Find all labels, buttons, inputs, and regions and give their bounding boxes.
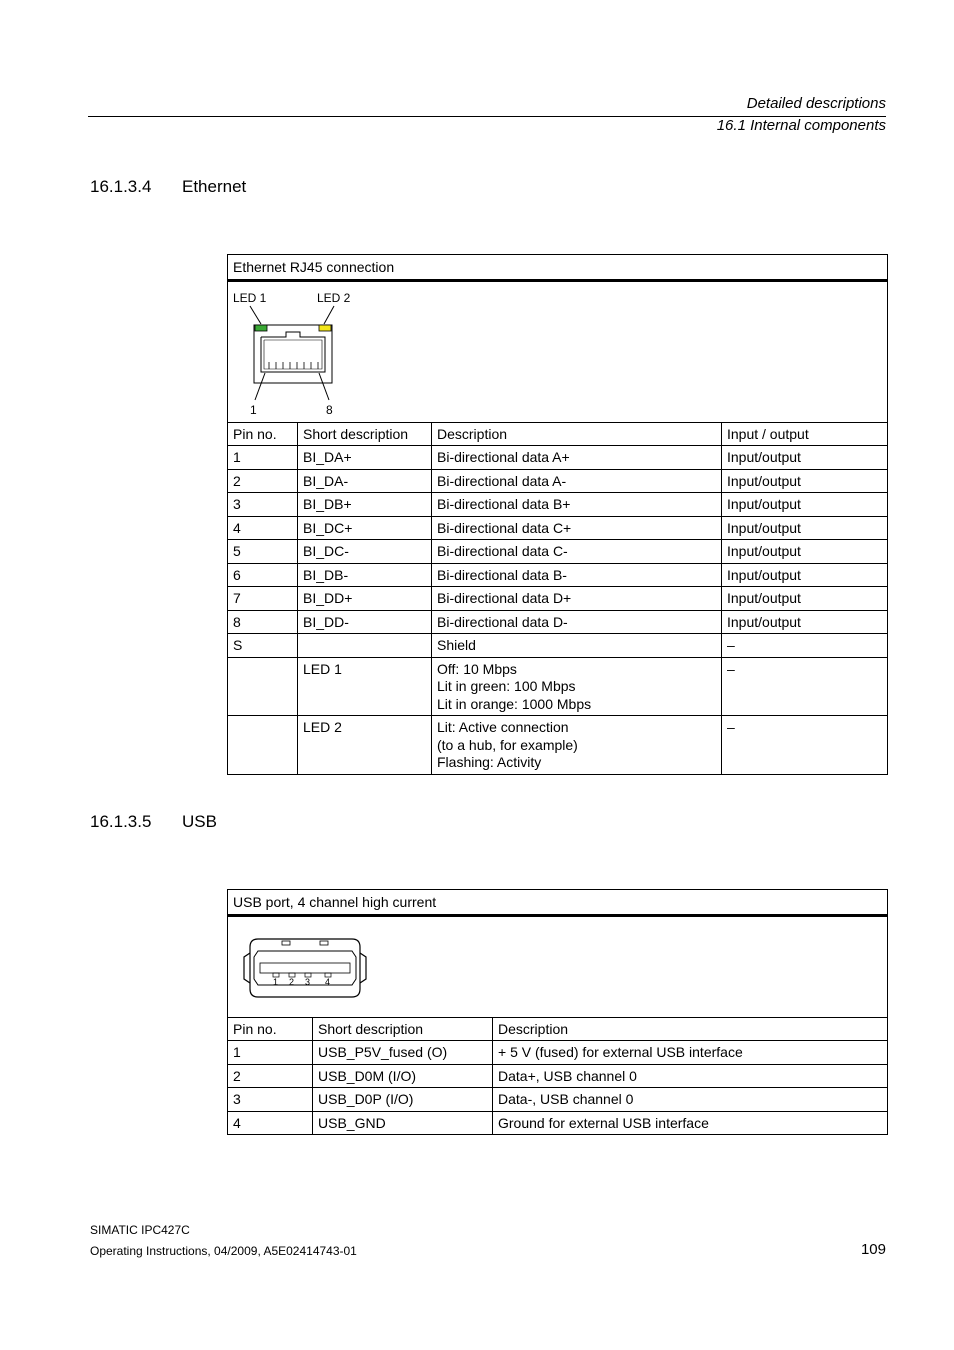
usb-connector-diagram [228,917,388,1017]
table-cell: USB_P5V_fused (O) [313,1041,493,1065]
table-cell: Data+, USB channel 0 [493,1064,888,1088]
rj45-figure-cell [228,280,888,422]
table-cell: Bi-directional data A+ [432,446,722,470]
table-cell: Input/output [722,610,888,634]
table-caption: USB port, 4 channel high current [228,890,888,916]
table-cell: 3 [228,1088,313,1112]
table-row [228,540,888,564]
usb-tongue [260,963,350,973]
table-cell: 7 [228,587,298,611]
table-cell: BI_DD- [298,610,432,634]
led1-label: LED 1 [233,290,267,305]
column-header: Pin no. [228,422,298,446]
pin1-label: 1 [250,402,257,417]
usb-pin-label: 2 [289,976,295,987]
table-cell: 4 [228,1111,313,1135]
table-cell: 4 [228,516,298,540]
running-header-chapter: Detailed descriptions [746,95,886,112]
table-cell: Input/output [722,540,888,564]
table-cell: – [722,657,888,716]
ethernet-pin-table [227,254,888,775]
rj45-connector-diagram [228,282,428,422]
table-row [228,1111,888,1135]
table-row [228,493,888,517]
column-header: Description [493,1017,888,1041]
table-cell: USB_D0M (I/O) [313,1064,493,1088]
usb-shell-outer [250,939,360,997]
table-row [228,634,888,658]
footer-document-id: Operating Instructions, 04/2009, A5E02414743-01 [90,1244,357,1258]
column-header: Description [432,422,722,446]
table-cell: Input/output [722,563,888,587]
section-number: 16.1.3.5 [90,812,152,831]
table-cell: Bi-directional data D- [432,610,722,634]
table-cell: Input/output [722,446,888,470]
table-cell: 1 [228,446,298,470]
table-row [228,563,888,587]
table-cell: 6 [228,563,298,587]
table-cell: BI_DC- [298,540,432,564]
table-cell: – [722,716,888,775]
table-cell: Data-, USB channel 0 [493,1088,888,1112]
table-cell: Bi-directional data A- [432,469,722,493]
usb-latch [282,941,290,945]
table-cell: Lit: Active connection (to a hub, for example) Flashing: Activity [432,716,722,775]
usb-right-tab [360,953,366,983]
table-row [228,516,888,540]
table-cell: BI_DA+ [298,446,432,470]
pin8-label: 8 [326,402,333,417]
table-caption: Ethernet RJ45 connection [228,255,888,281]
table-cell: Ground for external USB interface [493,1111,888,1135]
table-cell: 3 [228,493,298,517]
table-row [228,446,888,470]
led1-indicator [255,325,267,331]
table-row [228,1041,888,1065]
table-cell: Input/output [722,469,888,493]
table-cell: USB_D0P (I/O) [313,1088,493,1112]
rj45-housing [254,325,332,383]
usb-latch [320,941,328,945]
table-cell: 2 [228,469,298,493]
table-cell: + 5 V (fused) for external USB interface [493,1041,888,1065]
table-cell: 5 [228,540,298,564]
table-cell: BI_DB- [298,563,432,587]
table-row [228,1088,888,1112]
section-title: USB [182,812,217,831]
footer-product: SIMATIC IPC427C [90,1223,190,1237]
table-cell: BI_DA- [298,469,432,493]
table-cell: 8 [228,610,298,634]
column-header: Input / output [722,422,888,446]
led2-label: LED 2 [317,290,351,305]
column-header: Pin no. [228,1017,313,1041]
table-cell [228,716,298,775]
table-cell: Bi-directional data D+ [432,587,722,611]
table-cell: Input/output [722,516,888,540]
column-header: Short description [313,1017,493,1041]
table-cell: Bi-directional data B+ [432,493,722,517]
table-cell: Off: 10 Mbps Lit in green: 100 Mbps Lit in orange: 1000 Mbps [432,657,722,716]
table-cell: Bi-directional data C+ [432,516,722,540]
table-cell: BI_DC+ [298,516,432,540]
table-cell: Input/output [722,493,888,517]
table-cell: LED 2 [298,716,432,775]
usb-pin-label: 1 [273,976,279,987]
table-row [228,657,888,716]
led2-leader [324,306,334,324]
table-cell: LED 1 [298,657,432,716]
led1-leader [250,306,261,324]
usb-pin-label: 3 [305,976,311,987]
table-cell [298,634,432,658]
table-cell [228,657,298,716]
table-cell: S [228,634,298,658]
usb-figure-cell [228,915,888,1017]
table-cell: 1 [228,1041,313,1065]
usb-contacts [273,973,331,977]
section-number: 16.1.3.4 [90,177,152,196]
usb-left-tab [244,953,250,983]
table-row [228,716,888,775]
section-heading-usb [90,812,217,832]
table-cell: Input/output [722,587,888,611]
usb-pin-table [227,889,888,1135]
table-row [228,610,888,634]
table-cell: USB_GND [313,1111,493,1135]
section-title: Ethernet [182,177,247,196]
table-cell: – [722,634,888,658]
table-cell: BI_DB+ [298,493,432,517]
table-cell: 2 [228,1064,313,1088]
usb-pin-label: 4 [325,976,331,987]
table-row [228,469,888,493]
table-cell: Bi-directional data B- [432,563,722,587]
table-row [228,587,888,611]
table-cell: Shield [432,634,722,658]
table-cell: BI_DD+ [298,587,432,611]
page-number: 109 [860,1241,886,1258]
led2-indicator [319,325,331,331]
table-row [228,1064,888,1088]
column-header: Short description [298,422,432,446]
table-cell: Bi-directional data C- [432,540,722,564]
section-heading-ethernet [90,177,246,197]
running-header-section: 16.1 Internal components [716,117,886,134]
